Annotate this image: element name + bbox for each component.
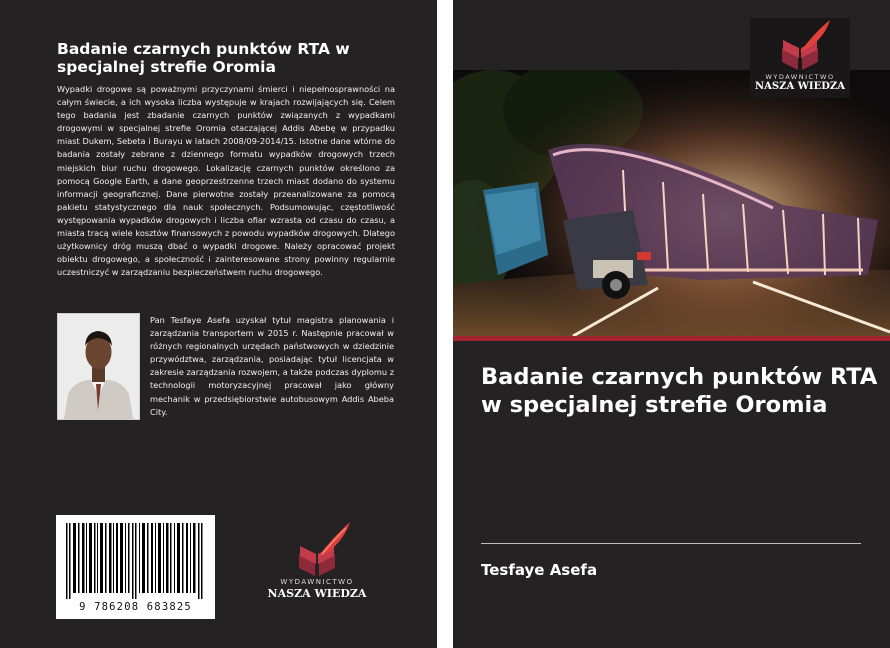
book-quill-logo-icon [750,18,850,70]
front-cover-author: Tesfaye Asefa [481,561,598,579]
front-cover [453,0,890,648]
barcode-digits: 9 786208 683825 [79,601,192,613]
publisher-logo-back [262,520,372,600]
front-cover-title: Badanie czarnych punktów RTA w specjalnej strefie Oromia [481,364,878,418]
overturned-truck-icon [453,70,890,336]
publisher-logo-front [750,18,850,98]
divider [481,543,861,544]
publisher-label-big: NASZA WIEDZA [267,587,367,600]
author-photo [57,313,140,420]
barcode [56,515,215,619]
back-cover [0,0,437,648]
back-cover-title: Badanie czarnych punktów RTA w specjalnej strefie Oromia [57,40,350,76]
back-cover-description: Wypadki drogowe są poważnymi przyczynami śmierci i niepełnosprawności na całym świecie, a ich wysoka liczba występuje w krajach rozwijających się. Celem tego badania jest zbadanie czarnych punktów związanych z wypadkami drogowymi w specjalnej strefie Oromia otaczającej Addis Abebę w przypadku miast Dukem, Sebeta i Burayu w latach 2008/09-2014/15. Istotne dane wtórne do badania zostały zebrane z dziennego formatu wypadków drogowych trzech miejskich biur ruchu drogowego. Lokalizację czarnych punktów określono za pomocą Google Earth, a dane geoprzestrzenne trzech miast dodano do systemu informacji geograficznej. Dane pierwotne zostały przeanalizowane za pomocą pakietu statystycznego dla nauk społecznych. Podsumowując, częstotliwość występowania wypadków drogowych i liczba ofiar wzrasta od czasu do czasu, a miasta tracą wiele kosztów finansowych z powodu wypadków drogowych. Dlatego użytkownicy dróg muszą dbać o wypadki drogowe. Należy opracować projekt obiektu drogowego, a społeczność i zainteresowane strony powinny regularnie uczestniczyć w zarządzaniu bezpieczeństwem ruchu drogowego. [57,84,395,278]
publisher-label-small: WYDAWNICTWO [765,73,835,81]
author-bio: Pan Tesfaye Asefa uzyskał tytuł magistra planowania i zarządzania transportem w 2015 r. Następnie pracował w różnych regionalnych urzędach państwowych w dziedzinie przywództwa, zarządzania, posiadając tytuł licencjata w zakresie zarządzania rozwojem, a także podczas dyplomu z technologii motoryzacyjnej pracował jako główny mechanik w przedsiębiorstwie autobusowym Addis Abeba City. [150,315,394,417]
barcode-icon [64,523,207,599]
publisher-label-small: WYDAWNICTWO [280,578,354,586]
author-portrait-icon [58,314,139,419]
publisher-label-big: NASZA WIEDZA [755,81,845,92]
spine-gap [437,0,453,648]
book-quill-logo-icon [262,520,372,576]
accent-band [453,336,890,341]
cover-photo-truck-accident [453,70,890,336]
